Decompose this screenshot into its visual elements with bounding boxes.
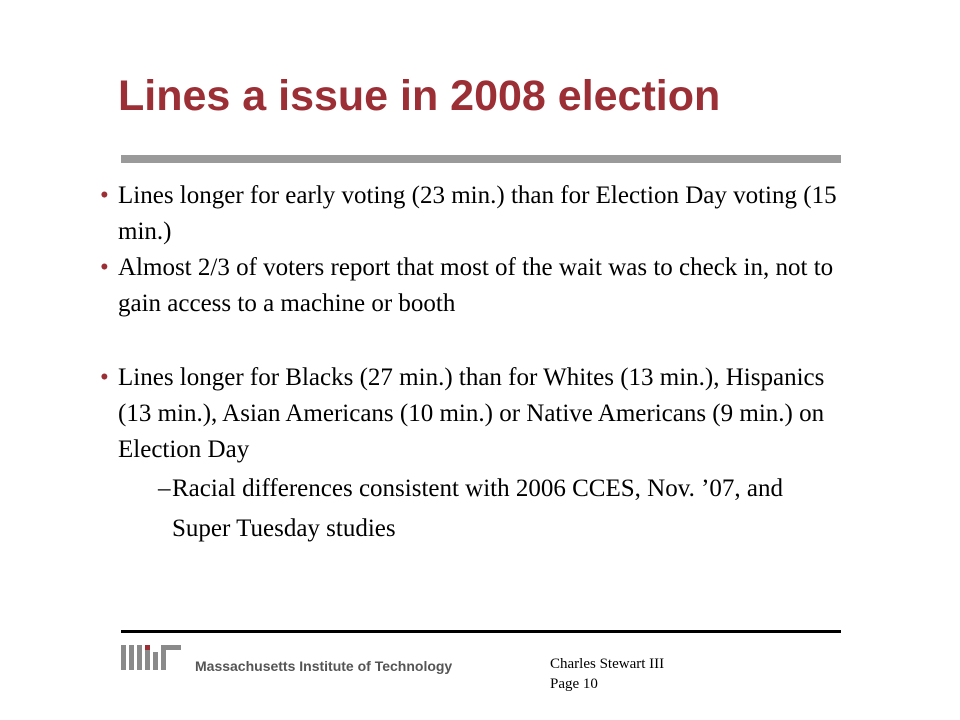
bullet-text: Lines longer for Blacks (27 min.) than for Whites (13 min.), Hispanics (13 min.), Asian Americans (10 min.) or Native Americans (9 min.) on Election Day [118,364,825,463]
bullet-item [100,360,840,468]
bullet-icon: • [100,182,109,209]
footer-divider [121,630,841,633]
footer-author: Charles Stewart III [550,656,665,672]
title-divider [121,155,841,163]
institute-name: Massachusetts Institute of Technology [195,658,453,674]
sub-bullet-text: Racial differences consistent with 2006 CCES, Nov. ’07, and Super Tuesday studies [172,475,783,542]
bullet-item [100,178,840,250]
bullet-item [100,250,840,322]
page-number: Page 10 [550,676,598,692]
bullet-text: Lines longer for early voting (23 min.) than for Election Day voting (15 min.) [118,182,837,245]
sub-bullet-item [100,469,840,549]
bullet-text: Almost 2/3 of voters report that most of the wait was to check in, not to gain access to a machine or booth [118,254,834,317]
bullet-icon: • [100,364,109,391]
mit-logo-icon [121,645,181,670]
slide-title: Lines a issue in 2008 election [118,72,721,120]
bullet-icon: • [100,254,109,281]
dash-icon: – [158,475,171,502]
bullet-list [100,178,840,549]
